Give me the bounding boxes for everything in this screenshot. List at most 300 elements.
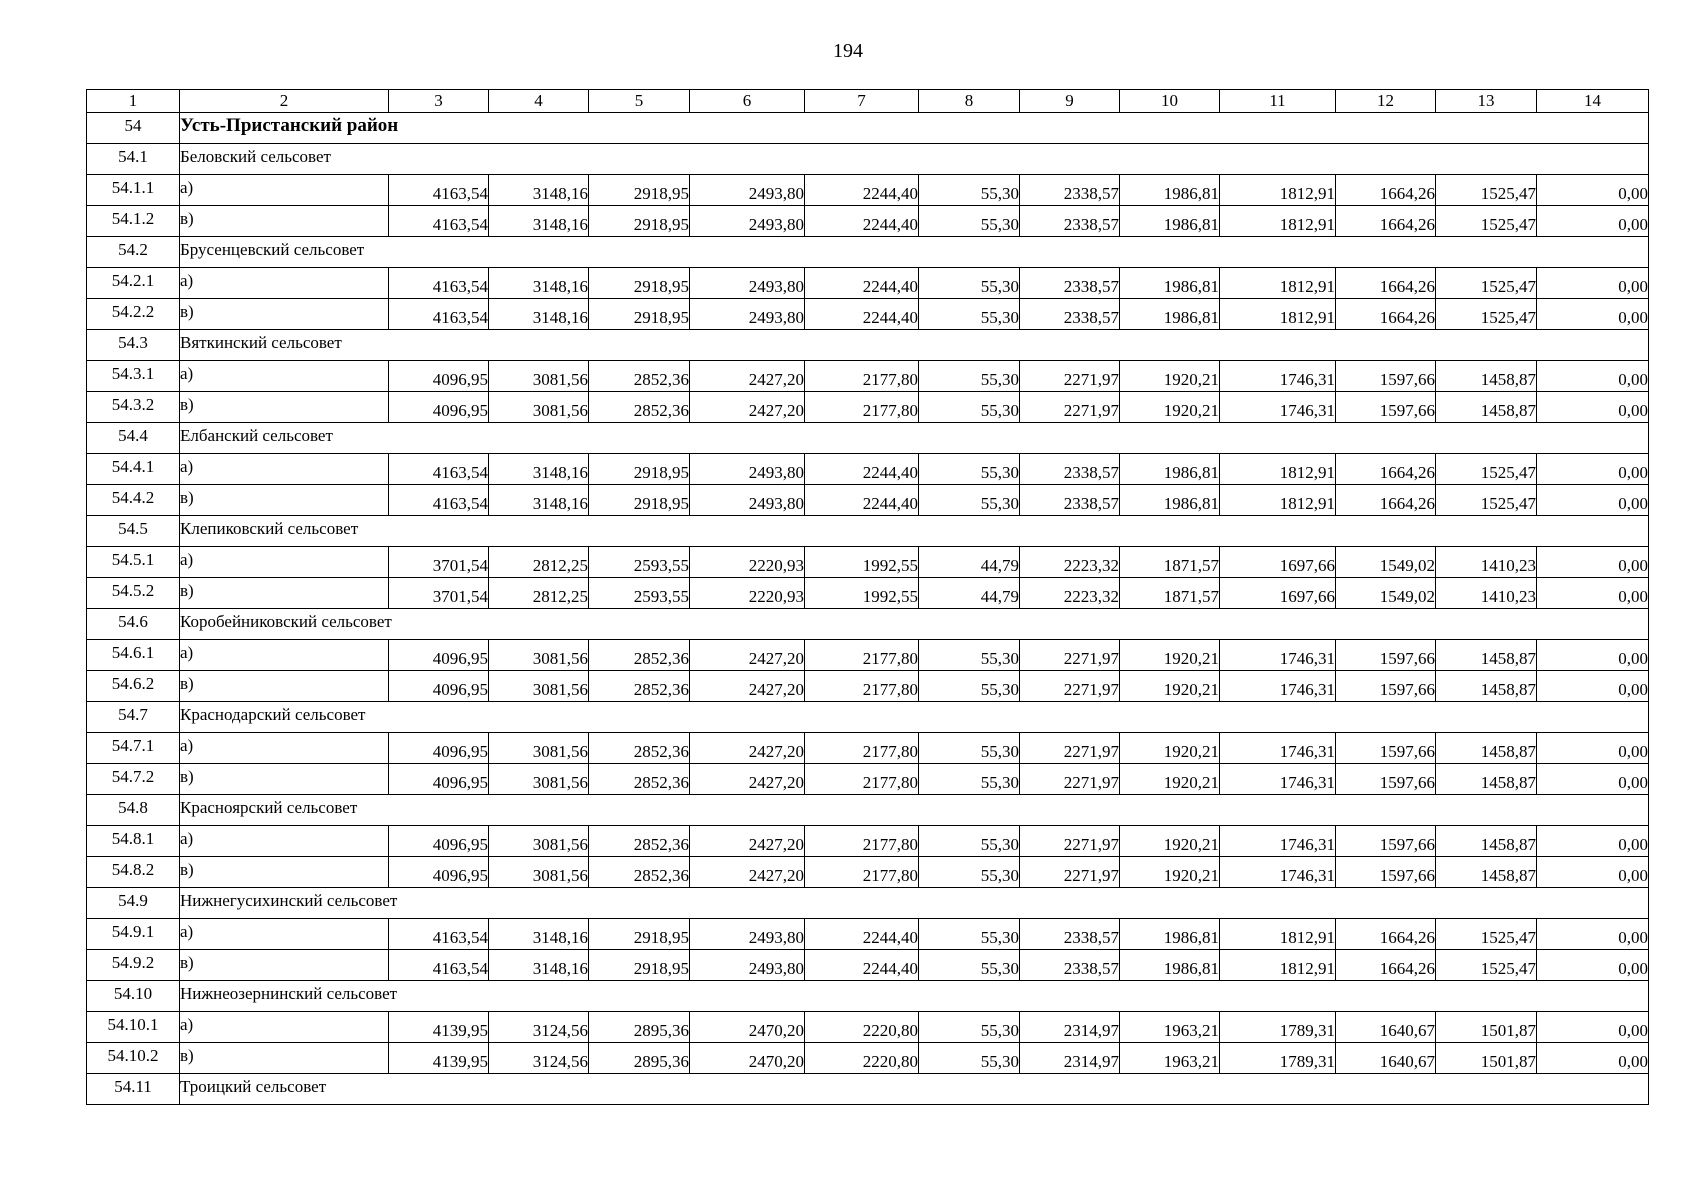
row-number: 54.2.2: [87, 299, 180, 330]
row-number: 54.8.1: [87, 826, 180, 857]
value-cell: 1458,87: [1436, 640, 1537, 671]
value-cell: 4096,95: [389, 826, 489, 857]
value-cell: 2427,20: [690, 764, 805, 795]
value-cell: 1597,66: [1336, 764, 1436, 795]
column-header: 6: [690, 90, 805, 113]
row-label: а): [180, 361, 389, 392]
table-row: [87, 175, 1649, 206]
value-cell: 2918,95: [589, 919, 690, 950]
value-cell: 2244,40: [805, 175, 919, 206]
value-cell: 1501,87: [1436, 1012, 1537, 1043]
column-header: 4: [489, 90, 589, 113]
value-cell: 2177,80: [805, 764, 919, 795]
table-row: [87, 671, 1649, 702]
value-cell: 2493,80: [690, 206, 805, 237]
value-cell: 2244,40: [805, 485, 919, 516]
value-cell: 4139,95: [389, 1043, 489, 1074]
value-cell: 2493,80: [690, 299, 805, 330]
value-cell: 1525,47: [1436, 919, 1537, 950]
value-cell: 1597,66: [1336, 361, 1436, 392]
value-cell: 2427,20: [690, 671, 805, 702]
table-row: [87, 268, 1649, 299]
value-cell: 1458,87: [1436, 826, 1537, 857]
section-name: Беловский сельсовет: [180, 144, 1649, 175]
section-name: Клепиковский сельсовет: [180, 516, 1649, 547]
value-cell: 3081,56: [489, 671, 589, 702]
section-row: [87, 516, 1649, 547]
value-cell: 2812,25: [489, 547, 589, 578]
row-label: в): [180, 392, 389, 423]
section-number: 54.9: [87, 888, 180, 919]
value-cell: 1871,57: [1120, 578, 1220, 609]
table-row: [87, 857, 1649, 888]
row-label: в): [180, 485, 389, 516]
value-cell: 2493,80: [690, 268, 805, 299]
value-cell: 2593,55: [589, 547, 690, 578]
value-cell: 2427,20: [690, 392, 805, 423]
value-cell: 2244,40: [805, 950, 919, 981]
column-header: 12: [1336, 90, 1436, 113]
value-cell: 55,30: [919, 950, 1020, 981]
value-cell: 4163,54: [389, 268, 489, 299]
value-cell: 2852,36: [589, 826, 690, 857]
value-cell: 1920,21: [1120, 764, 1220, 795]
column-header: 11: [1220, 90, 1336, 113]
value-cell: 2244,40: [805, 206, 919, 237]
value-cell: 0,00: [1537, 175, 1649, 206]
column-header-row: [87, 90, 1649, 113]
section-row: [87, 609, 1649, 640]
value-cell: 2427,20: [690, 733, 805, 764]
district-name: Усть-Пристанский район: [180, 113, 1649, 144]
value-cell: 55,30: [919, 671, 1020, 702]
value-cell: 3081,56: [489, 764, 589, 795]
value-cell: 4163,54: [389, 206, 489, 237]
table-row: [87, 919, 1649, 950]
value-cell: 4163,54: [389, 175, 489, 206]
value-cell: 1549,02: [1336, 578, 1436, 609]
value-cell: 3148,16: [489, 485, 589, 516]
table-row: [87, 485, 1649, 516]
value-cell: 2338,57: [1020, 454, 1120, 485]
value-cell: 1986,81: [1120, 919, 1220, 950]
value-cell: 1664,26: [1336, 268, 1436, 299]
value-cell: 0,00: [1537, 392, 1649, 423]
value-cell: 2177,80: [805, 361, 919, 392]
value-cell: 2271,97: [1020, 733, 1120, 764]
row-label: а): [180, 268, 389, 299]
value-cell: 3081,56: [489, 361, 589, 392]
row-label: в): [180, 950, 389, 981]
value-cell: 1746,31: [1220, 826, 1336, 857]
value-cell: 2852,36: [589, 857, 690, 888]
value-cell: 1697,66: [1220, 578, 1336, 609]
value-cell: 4096,95: [389, 671, 489, 702]
value-cell: 2918,95: [589, 454, 690, 485]
value-cell: 3701,54: [389, 578, 489, 609]
row-number: 54.5.1: [87, 547, 180, 578]
value-cell: 3148,16: [489, 454, 589, 485]
value-cell: 1871,57: [1120, 547, 1220, 578]
value-cell: 2812,25: [489, 578, 589, 609]
value-cell: 1410,23: [1436, 578, 1537, 609]
value-cell: 1812,91: [1220, 175, 1336, 206]
row-number: 54.4.2: [87, 485, 180, 516]
section-row: [87, 144, 1649, 175]
table-row: [87, 733, 1649, 764]
value-cell: 0,00: [1537, 671, 1649, 702]
value-cell: 2271,97: [1020, 392, 1120, 423]
value-cell: 1746,31: [1220, 392, 1336, 423]
value-cell: 1812,91: [1220, 950, 1336, 981]
value-cell: 2895,36: [589, 1043, 690, 1074]
value-cell: 4096,95: [389, 857, 489, 888]
value-cell: 2314,97: [1020, 1012, 1120, 1043]
value-cell: 55,30: [919, 206, 1020, 237]
value-cell: 2895,36: [589, 1012, 690, 1043]
section-name: Краснодарский сельсовет: [180, 702, 1649, 733]
row-number: 54.2.1: [87, 268, 180, 299]
value-cell: 2338,57: [1020, 175, 1120, 206]
value-cell: 1597,66: [1336, 392, 1436, 423]
value-cell: 1992,55: [805, 578, 919, 609]
row-label: а): [180, 175, 389, 206]
value-cell: 2223,32: [1020, 578, 1120, 609]
value-cell: 2314,97: [1020, 1043, 1120, 1074]
column-header: 3: [389, 90, 489, 113]
district-row: [87, 113, 1649, 144]
value-cell: 1697,66: [1220, 547, 1336, 578]
value-cell: 1986,81: [1120, 950, 1220, 981]
value-cell: 2918,95: [589, 268, 690, 299]
table-row: [87, 392, 1649, 423]
value-cell: 0,00: [1537, 1043, 1649, 1074]
table-row: [87, 547, 1649, 578]
row-label: в): [180, 206, 389, 237]
value-cell: 1920,21: [1120, 857, 1220, 888]
value-cell: 44,79: [919, 578, 1020, 609]
row-number: 54.6.1: [87, 640, 180, 671]
value-cell: 55,30: [919, 733, 1020, 764]
value-cell: 55,30: [919, 919, 1020, 950]
value-cell: 4163,54: [389, 299, 489, 330]
value-cell: 1812,91: [1220, 485, 1336, 516]
value-cell: 55,30: [919, 268, 1020, 299]
value-cell: 2271,97: [1020, 361, 1120, 392]
value-cell: 3148,16: [489, 206, 589, 237]
value-cell: 4163,54: [389, 454, 489, 485]
value-cell: 55,30: [919, 857, 1020, 888]
value-cell: 2427,20: [690, 857, 805, 888]
value-cell: 1664,26: [1336, 175, 1436, 206]
section-row: [87, 1074, 1649, 1105]
value-cell: 1525,47: [1436, 485, 1537, 516]
column-header: 9: [1020, 90, 1120, 113]
value-cell: 1640,67: [1336, 1012, 1436, 1043]
section-number: 54.8: [87, 795, 180, 826]
value-cell: 55,30: [919, 826, 1020, 857]
value-cell: 2338,57: [1020, 485, 1120, 516]
value-cell: 0,00: [1537, 361, 1649, 392]
value-cell: 1501,87: [1436, 1043, 1537, 1074]
value-cell: 1746,31: [1220, 857, 1336, 888]
section-row: [87, 237, 1649, 268]
value-cell: 2271,97: [1020, 640, 1120, 671]
value-cell: 1746,31: [1220, 733, 1336, 764]
value-cell: 2852,36: [589, 361, 690, 392]
row-label: в): [180, 764, 389, 795]
value-cell: 55,30: [919, 392, 1020, 423]
value-cell: 2177,80: [805, 826, 919, 857]
section-number: 54.4: [87, 423, 180, 454]
value-cell: 1664,26: [1336, 485, 1436, 516]
table-row: [87, 764, 1649, 795]
value-cell: 2427,20: [690, 826, 805, 857]
value-cell: 4163,54: [389, 919, 489, 950]
value-cell: 4163,54: [389, 950, 489, 981]
row-label: а): [180, 547, 389, 578]
section-name: Нижнеозернинский сельсовет: [180, 981, 1649, 1012]
value-cell: 2271,97: [1020, 826, 1120, 857]
column-header: 13: [1436, 90, 1537, 113]
section-number: 54.11: [87, 1074, 180, 1105]
row-number: 54.7.2: [87, 764, 180, 795]
value-cell: 0,00: [1537, 764, 1649, 795]
value-cell: 4096,95: [389, 361, 489, 392]
value-cell: 1597,66: [1336, 733, 1436, 764]
table-row: [87, 950, 1649, 981]
value-cell: 2493,80: [690, 485, 805, 516]
section-name: Брусенцевский сельсовет: [180, 237, 1649, 268]
row-number: 54.3.2: [87, 392, 180, 423]
section-row: [87, 423, 1649, 454]
section-number: 54.5: [87, 516, 180, 547]
value-cell: 1640,67: [1336, 1043, 1436, 1074]
value-cell: 1458,87: [1436, 671, 1537, 702]
value-cell: 1664,26: [1336, 950, 1436, 981]
value-cell: 2918,95: [589, 950, 690, 981]
value-cell: 2338,57: [1020, 299, 1120, 330]
value-cell: 2244,40: [805, 299, 919, 330]
value-cell: 0,00: [1537, 299, 1649, 330]
value-cell: 55,30: [919, 485, 1020, 516]
value-cell: 2220,93: [690, 578, 805, 609]
row-number: 54.7.1: [87, 733, 180, 764]
value-cell: 0,00: [1537, 547, 1649, 578]
value-cell: 1789,31: [1220, 1043, 1336, 1074]
value-cell: 0,00: [1537, 485, 1649, 516]
value-cell: 1525,47: [1436, 175, 1537, 206]
value-cell: 2271,97: [1020, 764, 1120, 795]
value-cell: 3081,56: [489, 826, 589, 857]
value-cell: 1812,91: [1220, 206, 1336, 237]
value-cell: 1746,31: [1220, 671, 1336, 702]
value-cell: 1986,81: [1120, 268, 1220, 299]
value-cell: 2493,80: [690, 919, 805, 950]
row-label: в): [180, 299, 389, 330]
value-cell: 2918,95: [589, 299, 690, 330]
value-cell: 1986,81: [1120, 454, 1220, 485]
section-row: [87, 888, 1649, 919]
value-cell: 55,30: [919, 299, 1020, 330]
value-cell: 1664,26: [1336, 206, 1436, 237]
value-cell: 2220,80: [805, 1012, 919, 1043]
section-number: 54.10: [87, 981, 180, 1012]
value-cell: 2852,36: [589, 671, 690, 702]
value-cell: 55,30: [919, 361, 1020, 392]
value-cell: 0,00: [1537, 950, 1649, 981]
table-row: [87, 826, 1649, 857]
value-cell: 1525,47: [1436, 950, 1537, 981]
value-cell: 1746,31: [1220, 764, 1336, 795]
page-number: 194: [833, 40, 863, 62]
row-label: в): [180, 671, 389, 702]
value-cell: 3081,56: [489, 640, 589, 671]
section-number: 54.3: [87, 330, 180, 361]
value-cell: 1525,47: [1436, 268, 1537, 299]
value-cell: 2338,57: [1020, 206, 1120, 237]
value-cell: 2244,40: [805, 268, 919, 299]
value-cell: 2220,80: [805, 1043, 919, 1074]
value-cell: 2177,80: [805, 392, 919, 423]
value-cell: 2470,20: [690, 1012, 805, 1043]
value-cell: 1525,47: [1436, 206, 1537, 237]
value-cell: 44,79: [919, 547, 1020, 578]
column-header: 14: [1537, 90, 1649, 113]
row-label: а): [180, 454, 389, 485]
row-number: 54.4.1: [87, 454, 180, 485]
value-cell: 2338,57: [1020, 919, 1120, 950]
value-cell: 1458,87: [1436, 733, 1537, 764]
value-cell: 3081,56: [489, 733, 589, 764]
value-cell: 55,30: [919, 1012, 1020, 1043]
value-cell: 1920,21: [1120, 361, 1220, 392]
value-cell: 1597,66: [1336, 671, 1436, 702]
row-number: 54.10.1: [87, 1012, 180, 1043]
section-name: Троицкий сельсовет: [180, 1074, 1649, 1105]
section-row: [87, 330, 1649, 361]
table-row: [87, 640, 1649, 671]
table-row: [87, 299, 1649, 330]
value-cell: 1963,21: [1120, 1043, 1220, 1074]
value-cell: 1812,91: [1220, 454, 1336, 485]
value-cell: 3148,16: [489, 919, 589, 950]
section-number: 54.6: [87, 609, 180, 640]
value-cell: 3124,56: [489, 1012, 589, 1043]
value-cell: 3148,16: [489, 268, 589, 299]
value-cell: 2271,97: [1020, 857, 1120, 888]
value-cell: 1986,81: [1120, 485, 1220, 516]
row-number: 54.1.1: [87, 175, 180, 206]
value-cell: 0,00: [1537, 578, 1649, 609]
value-cell: 1812,91: [1220, 299, 1336, 330]
value-cell: 55,30: [919, 1043, 1020, 1074]
value-cell: 1597,66: [1336, 826, 1436, 857]
value-cell: 1963,21: [1120, 1012, 1220, 1043]
value-cell: 1920,21: [1120, 392, 1220, 423]
value-cell: 1746,31: [1220, 361, 1336, 392]
value-cell: 0,00: [1537, 454, 1649, 485]
row-number: 54.1.2: [87, 206, 180, 237]
value-cell: 0,00: [1537, 640, 1649, 671]
value-cell: 55,30: [919, 764, 1020, 795]
value-cell: 55,30: [919, 454, 1020, 485]
value-cell: 2852,36: [589, 733, 690, 764]
value-cell: 3081,56: [489, 857, 589, 888]
value-cell: 3081,56: [489, 392, 589, 423]
value-cell: 0,00: [1537, 268, 1649, 299]
table-row: [87, 578, 1649, 609]
value-cell: 2918,95: [589, 485, 690, 516]
row-label: а): [180, 1012, 389, 1043]
value-cell: 1986,81: [1120, 206, 1220, 237]
table-row: [87, 1043, 1649, 1074]
value-cell: 2177,80: [805, 857, 919, 888]
value-cell: 2852,36: [589, 392, 690, 423]
value-cell: 2271,97: [1020, 671, 1120, 702]
value-cell: 1458,87: [1436, 764, 1537, 795]
value-cell: 4096,95: [389, 392, 489, 423]
section-name: Коробейниковский сельсовет: [180, 609, 1649, 640]
section-row: [87, 795, 1649, 826]
value-cell: 1920,21: [1120, 826, 1220, 857]
table-row: [87, 1012, 1649, 1043]
row-label: а): [180, 640, 389, 671]
value-cell: 3148,16: [489, 299, 589, 330]
value-cell: 1789,31: [1220, 1012, 1336, 1043]
row-label: в): [180, 578, 389, 609]
value-cell: 2244,40: [805, 919, 919, 950]
value-cell: 1597,66: [1336, 857, 1436, 888]
row-number: 54.6.2: [87, 671, 180, 702]
value-cell: 3148,16: [489, 950, 589, 981]
row-label: а): [180, 826, 389, 857]
value-cell: 1664,26: [1336, 454, 1436, 485]
value-cell: 2177,80: [805, 640, 919, 671]
value-cell: 0,00: [1537, 1012, 1649, 1043]
value-cell: 1458,87: [1436, 857, 1537, 888]
value-cell: 0,00: [1537, 919, 1649, 950]
tariff-table: [86, 89, 1649, 1105]
value-cell: 0,00: [1537, 733, 1649, 764]
table-row: [87, 454, 1649, 485]
value-cell: 2493,80: [690, 175, 805, 206]
row-label: а): [180, 919, 389, 950]
value-cell: 2852,36: [589, 640, 690, 671]
value-cell: 1458,87: [1436, 361, 1537, 392]
section-name: Нижнегусихинский сельсовет: [180, 888, 1649, 919]
value-cell: 2427,20: [690, 361, 805, 392]
value-cell: 4163,54: [389, 485, 489, 516]
value-cell: 1458,87: [1436, 392, 1537, 423]
section-number: 54.2: [87, 237, 180, 268]
value-cell: 1664,26: [1336, 299, 1436, 330]
value-cell: 1920,21: [1120, 671, 1220, 702]
row-label: в): [180, 1043, 389, 1074]
value-cell: 4096,95: [389, 733, 489, 764]
value-cell: 1597,66: [1336, 640, 1436, 671]
value-cell: 2220,93: [690, 547, 805, 578]
column-header: 7: [805, 90, 919, 113]
value-cell: 2470,20: [690, 1043, 805, 1074]
value-cell: 1986,81: [1120, 175, 1220, 206]
column-header: 10: [1120, 90, 1220, 113]
value-cell: 2918,95: [589, 206, 690, 237]
value-cell: 1812,91: [1220, 919, 1336, 950]
value-cell: 4139,95: [389, 1012, 489, 1043]
value-cell: 2593,55: [589, 578, 690, 609]
value-cell: 3124,56: [489, 1043, 589, 1074]
